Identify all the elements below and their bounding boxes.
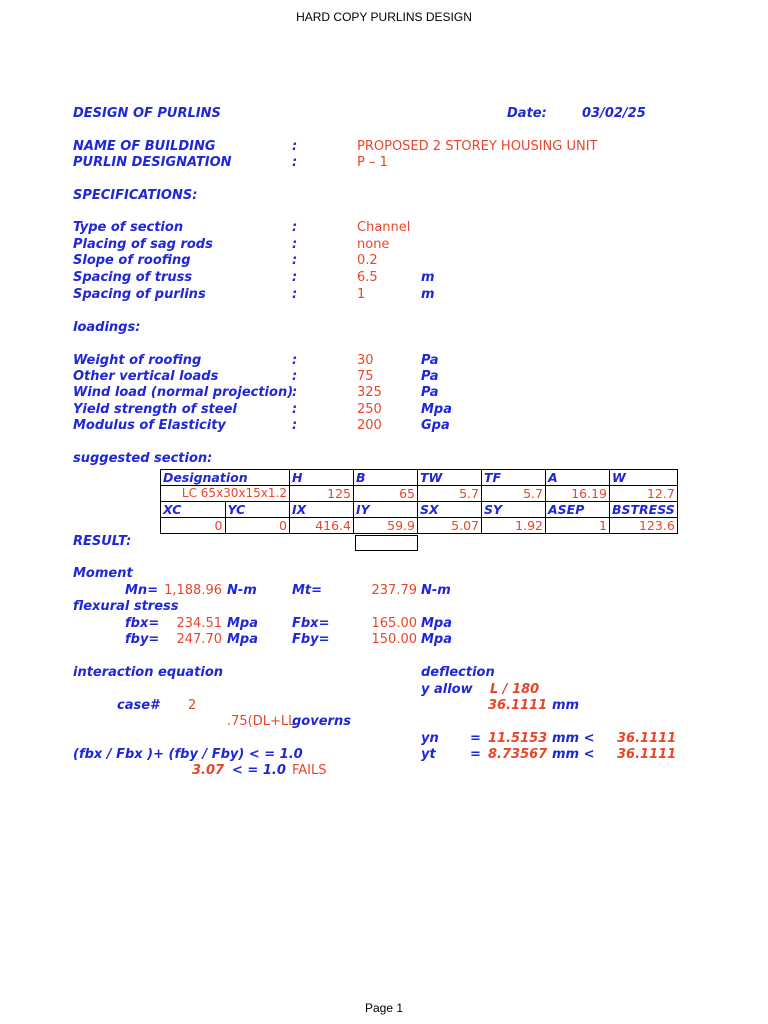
yt-compare: mm <: [552, 747, 595, 762]
yallow-value: 36.1111: [488, 698, 548, 713]
load-colon: :: [292, 418, 298, 433]
purlin-designation-value: P – 1: [357, 155, 388, 170]
load-unit: Pa: [421, 385, 439, 400]
table-header-cell: A: [546, 470, 610, 486]
table-header-cell: B: [354, 470, 418, 486]
deflection-heading: deflection: [421, 665, 495, 680]
date-label: Date:: [507, 106, 547, 121]
spec-value: 1: [357, 287, 366, 302]
load-value: 250: [357, 402, 382, 417]
table-header-cell: Designation: [161, 470, 290, 486]
row-colon: :: [292, 155, 298, 170]
load-label: Yield strength of steel: [73, 402, 237, 417]
table-header-cell: IY: [354, 502, 418, 518]
table-cell: 1.92: [482, 518, 546, 534]
yallow-label: y allow: [421, 682, 473, 697]
Fbx-label: Fbx=: [292, 616, 330, 631]
spec-value: 0.2: [357, 253, 378, 268]
load-colon: :: [292, 385, 298, 400]
yt-limit: 36.1111: [617, 747, 677, 762]
result-heading: RESULT:: [73, 534, 132, 549]
page-header: HARD COPY PURLINS DESIGN: [296, 10, 472, 24]
mt-value: 237.79: [371, 583, 417, 598]
page-footer: Page 1: [364, 1001, 404, 1015]
mt-label: Mt=: [292, 583, 323, 598]
table-header-cell: H: [290, 470, 354, 486]
load-unit: Pa: [421, 369, 439, 384]
table-cell: 12.7: [610, 486, 678, 502]
suggested-section-heading: suggested section:: [73, 451, 213, 466]
yt-value: 8.73567: [488, 747, 548, 762]
table-row: [161, 486, 678, 502]
case-label: case#: [117, 698, 160, 713]
interaction-status: FAILS: [292, 763, 327, 778]
Fby-label: Fby=: [292, 632, 330, 647]
spec-colon: :: [292, 287, 298, 302]
yt-equals: =: [470, 747, 481, 762]
load-unit: Pa: [421, 353, 439, 368]
Fby-unit: Mpa: [421, 632, 453, 647]
Fby-value: 150.00: [371, 632, 417, 647]
table-row: [161, 470, 678, 486]
load-value: 75: [357, 369, 374, 384]
spec-label: Placing of sag rods: [73, 237, 213, 252]
spec-label: Type of section: [73, 220, 184, 235]
yn-compare: mm <: [552, 731, 595, 746]
fby-value: 247.70: [176, 632, 222, 647]
load-label: Wind load (normal projection): [73, 385, 294, 400]
yn-value: 11.5153: [488, 731, 548, 746]
yn-equals: =: [470, 731, 481, 746]
spec-value: none: [357, 237, 390, 252]
table-cell: 5.7: [482, 486, 546, 502]
table-cell: 0: [161, 518, 226, 534]
yn-limit: 36.1111: [617, 731, 677, 746]
date-value: 03/02/25: [582, 106, 646, 121]
table-row: [161, 502, 678, 518]
row-colon: :: [292, 139, 298, 154]
table-header-cell: YC: [225, 502, 290, 518]
table-header-cell: XC: [161, 502, 226, 518]
fby-label: fby=: [125, 632, 160, 647]
table-header-cell: SX: [418, 502, 482, 518]
interaction-result-value: 3.07: [192, 763, 225, 778]
spec-label: Slope of roofing: [73, 253, 191, 268]
mn-label: Mn=: [125, 583, 159, 598]
load-label: Other vertical loads: [73, 369, 219, 384]
governs-label: governs: [292, 714, 351, 729]
yt-label: yt: [421, 747, 436, 762]
fbx-label: fbx=: [125, 616, 160, 631]
table-cell: 5.7: [418, 486, 482, 502]
table-cell: 59.9: [354, 518, 418, 534]
interaction-result-compare: < = 1.0: [232, 763, 286, 778]
table-header-cell: TF: [482, 470, 546, 486]
table-header-cell: BSTRESS: [610, 502, 678, 518]
spec-unit: m: [421, 287, 435, 302]
load-value: 325: [357, 385, 382, 400]
row-label: PURLIN DESIGNATION: [73, 155, 232, 170]
table-cell: 416.4: [290, 518, 354, 534]
table-header-cell: ASEP: [546, 502, 610, 518]
fby-unit: Mpa: [227, 632, 259, 647]
Fbx-value: 165.00: [371, 616, 417, 631]
table-cell: 16.19: [546, 486, 610, 502]
spec-value: 6.5: [357, 270, 378, 285]
row-label: NAME OF BUILDING: [73, 139, 216, 154]
load-colon: :: [292, 353, 298, 368]
table-cell: 123.6: [610, 518, 678, 534]
spec-label: Spacing of truss: [73, 270, 193, 285]
result-empty-cell: [355, 535, 418, 551]
yallow-expression: L / 180: [490, 682, 540, 697]
moment-heading: Moment: [73, 566, 133, 581]
load-label: Weight of roofing: [73, 353, 202, 368]
table-cell: 5.07: [418, 518, 482, 534]
load-value: 30: [357, 353, 374, 368]
mn-value: 1,188.96: [164, 583, 222, 598]
load-unit: Gpa: [421, 418, 450, 433]
Fbx-unit: Mpa: [421, 616, 453, 631]
building-name-value: PROPOSED 2 STOREY HOUSING UNIT: [357, 139, 598, 154]
case-value: 2: [188, 698, 197, 713]
table-header-cell: SY: [482, 502, 546, 518]
doc-title: DESIGN OF PURLINS: [73, 106, 221, 121]
table-header-cell: W: [610, 470, 678, 486]
fbx-unit: Mpa: [227, 616, 259, 631]
load-label: Modulus of Elasticity: [73, 418, 226, 433]
table-cell: 125: [290, 486, 354, 502]
fbx-value: 234.51: [176, 616, 222, 631]
load-value: 200: [357, 418, 382, 433]
load-unit: Mpa: [421, 402, 453, 417]
spec-colon: :: [292, 220, 298, 235]
yallow-unit: mm: [552, 698, 580, 713]
spec-unit: m: [421, 270, 435, 285]
spec-label: Spacing of purlins: [73, 287, 206, 302]
yn-label: yn: [421, 731, 439, 746]
table-header-cell: TW: [418, 470, 482, 486]
table-cell: 0: [225, 518, 290, 534]
table-cell: LC 65x30x15x1.2: [161, 486, 290, 502]
interaction-heading: interaction equation: [73, 665, 224, 680]
spec-colon: :: [292, 270, 298, 285]
load-colon: :: [292, 369, 298, 384]
mt-unit: N-m: [421, 583, 451, 598]
table-cell: 1: [546, 518, 610, 534]
table-row: [161, 518, 678, 534]
interaction-equation: (fbx / Fbx )+ (fby / Fby) < = 1.0: [73, 747, 303, 762]
specifications-heading: SPECIFICATIONS:: [73, 188, 198, 203]
governs-expression: .75(DL+LL: [227, 714, 296, 729]
load-colon: :: [292, 402, 298, 417]
flexural-stress-heading: flexural stress: [73, 599, 179, 614]
mn-unit: N-m: [227, 583, 257, 598]
table-cell: 65: [354, 486, 418, 502]
section-properties-table: [160, 469, 678, 534]
spec-value: Channel: [357, 220, 411, 235]
spec-colon: :: [292, 253, 298, 268]
loadings-heading: loadings:: [73, 320, 141, 335]
table-header-cell: IX: [290, 502, 354, 518]
spec-colon: :: [292, 237, 298, 252]
